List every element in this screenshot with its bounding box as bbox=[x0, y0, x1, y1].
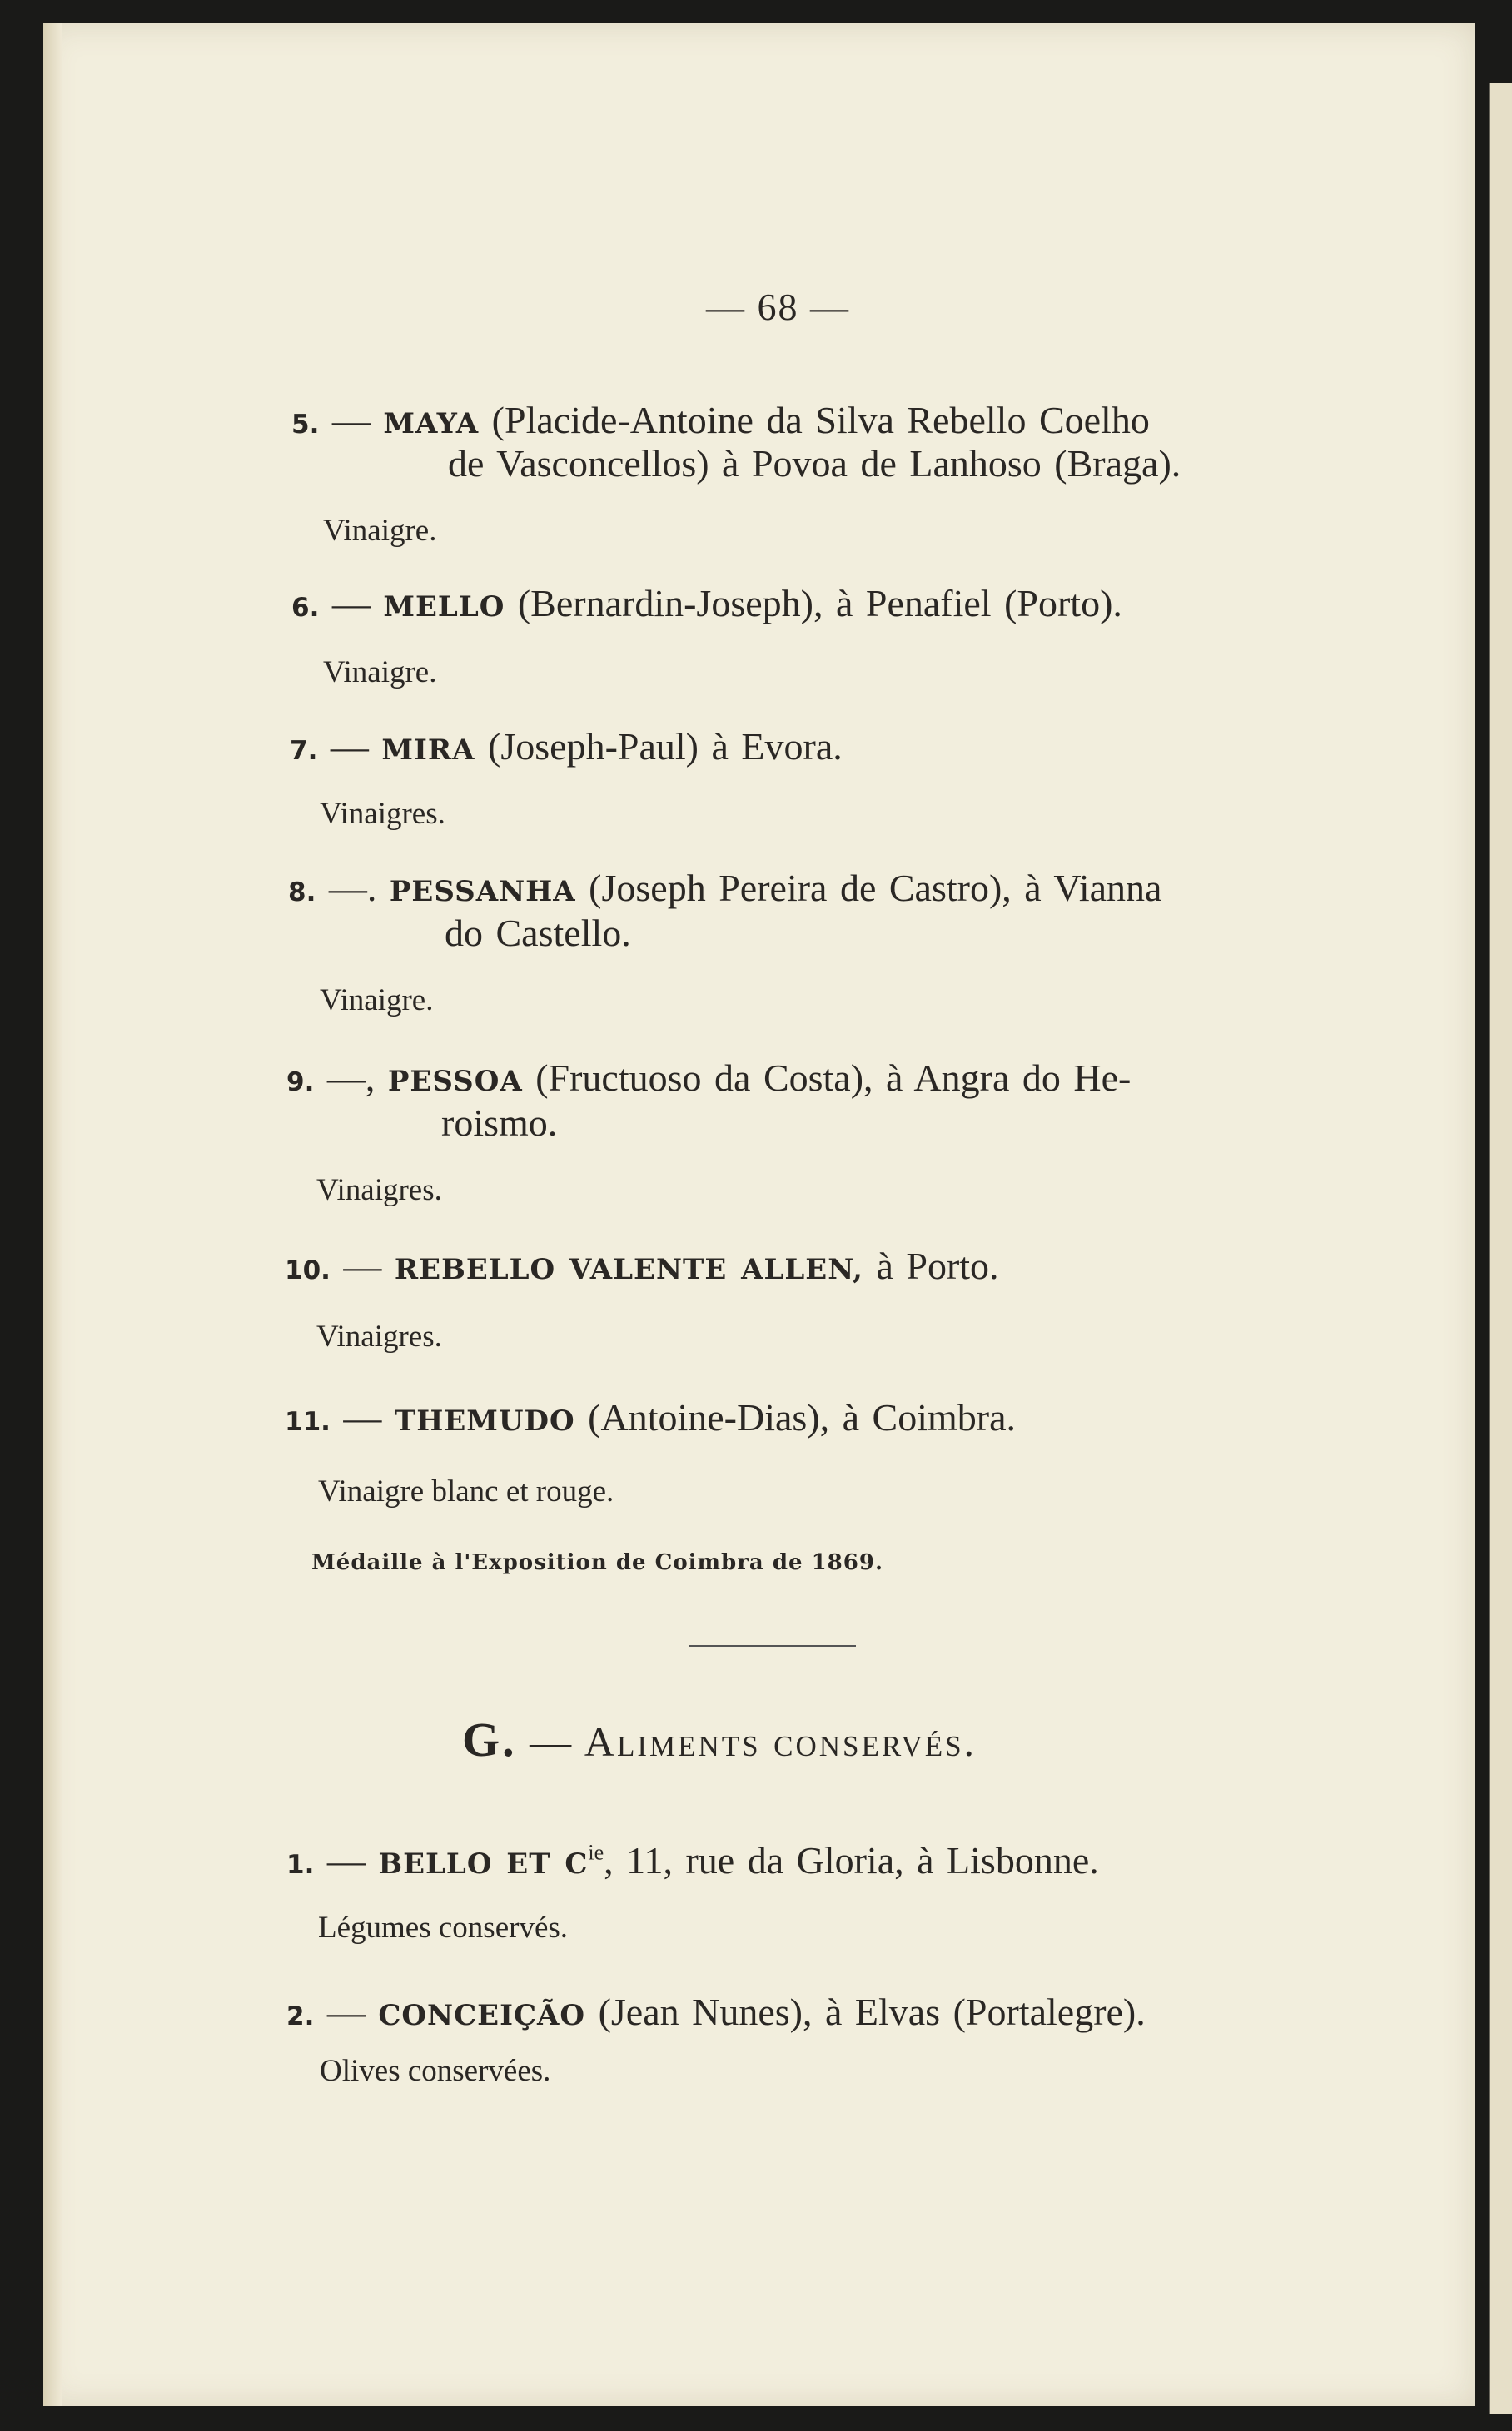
entry-number: 5. bbox=[291, 410, 320, 440]
entry-number: 8. bbox=[288, 877, 316, 907]
entry-number: 11. bbox=[285, 1407, 331, 1437]
section-dash: — bbox=[530, 1718, 574, 1765]
exhibitor-name: THEMUDO bbox=[394, 1404, 575, 1438]
entry-10 bbox=[285, 1244, 999, 1288]
entry-number: 9. bbox=[286, 1067, 315, 1097]
exhibitor-details: (Fructuoso da Costa), à Angra do He- bbox=[535, 1056, 1132, 1099]
exhibitor-details: (Jean Nunes), à Elvas (Portalegre). bbox=[598, 1991, 1146, 2033]
exhibitor-name: BELLO ET C bbox=[378, 1847, 589, 1881]
entry-dash: —, bbox=[326, 1056, 376, 1099]
exhibitor-name: MAYA bbox=[383, 407, 480, 440]
exhibitor-details: (Antoine-Dias), à Coimbra. bbox=[588, 1396, 1017, 1439]
entry-5 bbox=[291, 398, 1150, 442]
exhibitor-details: (Placide-Antoine da Silva Rebello Coelho bbox=[491, 399, 1150, 441]
exhibitor-name: CONCEIÇÃO bbox=[378, 1999, 586, 2032]
entry-number: 2. bbox=[286, 2001, 315, 2031]
entry-5-product: Vinaigre. bbox=[323, 514, 437, 548]
entry-number: 6. bbox=[291, 593, 320, 623]
exhibitor-details: à Porto. bbox=[876, 1245, 999, 1287]
exhibitor-name: REBELLO VALENTE ALLEN, bbox=[394, 1253, 863, 1286]
entry-9-product: Vinaigres. bbox=[316, 1173, 442, 1207]
exhibitor-name: MIRA bbox=[381, 733, 475, 767]
exhibitor-name: PESSOA bbox=[387, 1065, 523, 1098]
exhibitor-name: MELLO bbox=[383, 590, 505, 624]
book-page bbox=[43, 23, 1475, 2406]
page-number: — 68 — bbox=[706, 286, 850, 328]
section-heading bbox=[462, 1712, 977, 1767]
exhibitor-details: (Bernardin-Joseph), à Penafiel (Porto). bbox=[517, 582, 1122, 624]
entry-number: 10. bbox=[285, 1255, 331, 1285]
exhibitor-name-superscript: ie bbox=[588, 1840, 604, 1865]
exhibitor-details: (Joseph Pereira de Castro), à Vianna bbox=[589, 867, 1162, 909]
entry-11-product: Vinaigre blanc et rouge. bbox=[318, 1474, 614, 1509]
entry-7-product: Vinaigres. bbox=[320, 797, 445, 831]
entry-8 bbox=[288, 866, 1161, 910]
entry-11 bbox=[285, 1395, 1016, 1439]
exhibitor-details: (Joseph-Paul) à Evora. bbox=[488, 725, 843, 768]
g-entry-1 bbox=[286, 1838, 1099, 1882]
entry-number: 1. bbox=[286, 1850, 315, 1880]
section-title: Aliments conservés. bbox=[584, 1718, 977, 1765]
entry-dash: — bbox=[331, 399, 371, 441]
entry-9-continuation: roismo. bbox=[441, 1101, 558, 1144]
entry-dash: — bbox=[330, 725, 369, 768]
adjacent-page-edge bbox=[1474, 83, 1512, 2414]
entry-8-product: Vinaigre. bbox=[320, 983, 434, 1017]
g-entry-2 bbox=[286, 1990, 1146, 2034]
entry-number: 7. bbox=[290, 736, 318, 766]
entry-10-product: Vinaigres. bbox=[316, 1320, 442, 1354]
entry-dash: — bbox=[331, 582, 371, 624]
g-entry-1-product: Légumes conservés. bbox=[318, 1911, 569, 1945]
entry-dash: — bbox=[326, 1839, 366, 1882]
entry-5-continuation: de Vasconcellos) à Povoa de Lanhoso (Braga). bbox=[448, 442, 1181, 485]
entry-6 bbox=[291, 581, 1122, 625]
entry-7 bbox=[290, 724, 843, 768]
exhibitor-name: PESSANHA bbox=[389, 875, 576, 908]
entry-11-award-note: Médaille à l'Exposition de Coimbra de 1869. bbox=[311, 1550, 884, 1575]
entry-dash: —. bbox=[328, 867, 377, 909]
entry-9 bbox=[286, 1056, 1131, 1100]
section-divider bbox=[689, 1645, 856, 1647]
entry-8-continuation: do Castello. bbox=[445, 912, 631, 954]
entry-dash: — bbox=[343, 1396, 382, 1439]
exhibitor-details: , 11, rue da Gloria, à Lisbonne. bbox=[604, 1839, 1099, 1882]
entry-6-product: Vinaigre. bbox=[323, 655, 437, 689]
entry-dash: — bbox=[326, 1991, 366, 2033]
section-letter: G. bbox=[462, 1713, 517, 1767]
entry-dash: — bbox=[343, 1245, 382, 1287]
g-entry-2-product: Olives conservées. bbox=[320, 2054, 551, 2088]
